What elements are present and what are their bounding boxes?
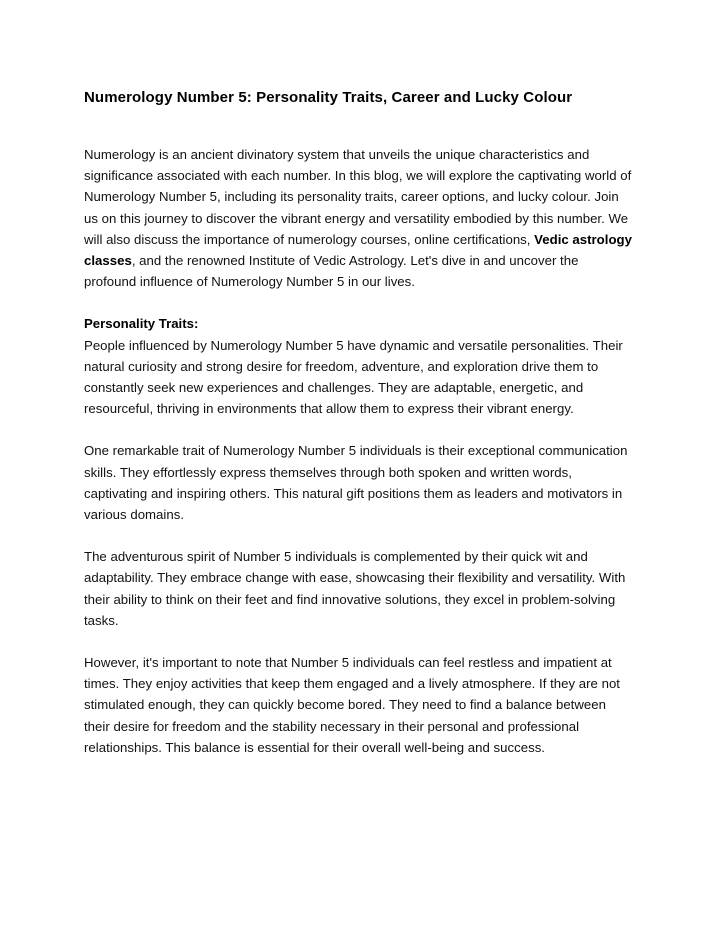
personality-traits-paragraph-3: The adventurous spirit of Number 5 individuals is complemented by their quick wit and adaptability. They embrace change with ease, showcasing their flexibility and versatility. With their ability to think on their feet and find innovative solutions, they excel in problem-solving tasks.	[84, 549, 626, 628]
title-body-spacer	[84, 109, 632, 144]
page-title-line-2: Colour	[523, 89, 573, 106]
personality-traits-paragraph-1: People influenced by Numerology Number 5 have dynamic and versatile personalities. Their natural curiosity and strong desire for freedom, adventure, and exploration drive them to constantly seek new experiences and challenges. They are adaptable, energetic, and resourceful, thriving in environments that allow them to express their vibrant energy.	[84, 337, 623, 417]
paragraph-spacer	[84, 525, 632, 546]
paragraph-spacer	[84, 292, 632, 313]
intro-bold-phrase: Vedic astrology classes	[84, 231, 632, 269]
page-title	[84, 86, 632, 109]
personality-traits-paragraph-4: However, it's important to note that Number 5 individuals can feel restless and impatient at times. They enjoy activities that keep them engaged and a lively atmosphere. If they are not stimulated enough, they can quickly become bored. They need to find a balance between their desire for freedom and the stability necessary in their personal and professional relationships. This balance is essential for their overall well-being and success.	[84, 655, 620, 755]
personality-traits-heading: Personality Traits:	[84, 316, 199, 332]
intro-paragraph	[84, 144, 632, 292]
intro-text-part-1: Numerology is an ancient divinatory system that unveils the unique characteristics and significance associated with each number. In this blog, we will explore the captivating world of Numerology Number 5, including its personality traits, career options, and lucky colour. Join us on this journey to discover the vibrant energy and versatility embodied by this number. We will also discuss the importance of numerology courses, online certifications,	[84, 147, 632, 247]
personality-traits-paragraph-2: One remarkable trait of Numerology Number 5 individuals is their exceptional communication skills. They effortlessly express themselves through both spoken and written words, captivating and inspiring others. This natural gift positions them as leaders and motivators in various domains.	[84, 443, 628, 523]
intro-text-part-2: , and the renowned Institute of Vedic Astrology. Let's dive in and uncover the profound influence of Numerology Number 5 in our lives.	[84, 253, 579, 290]
paragraph-spacer	[84, 419, 632, 440]
paragraph-spacer	[84, 631, 632, 652]
document-content	[84, 86, 632, 758]
page-title-line-1: Numerology Number 5: Personality Traits, Career and Lucky	[84, 89, 520, 106]
